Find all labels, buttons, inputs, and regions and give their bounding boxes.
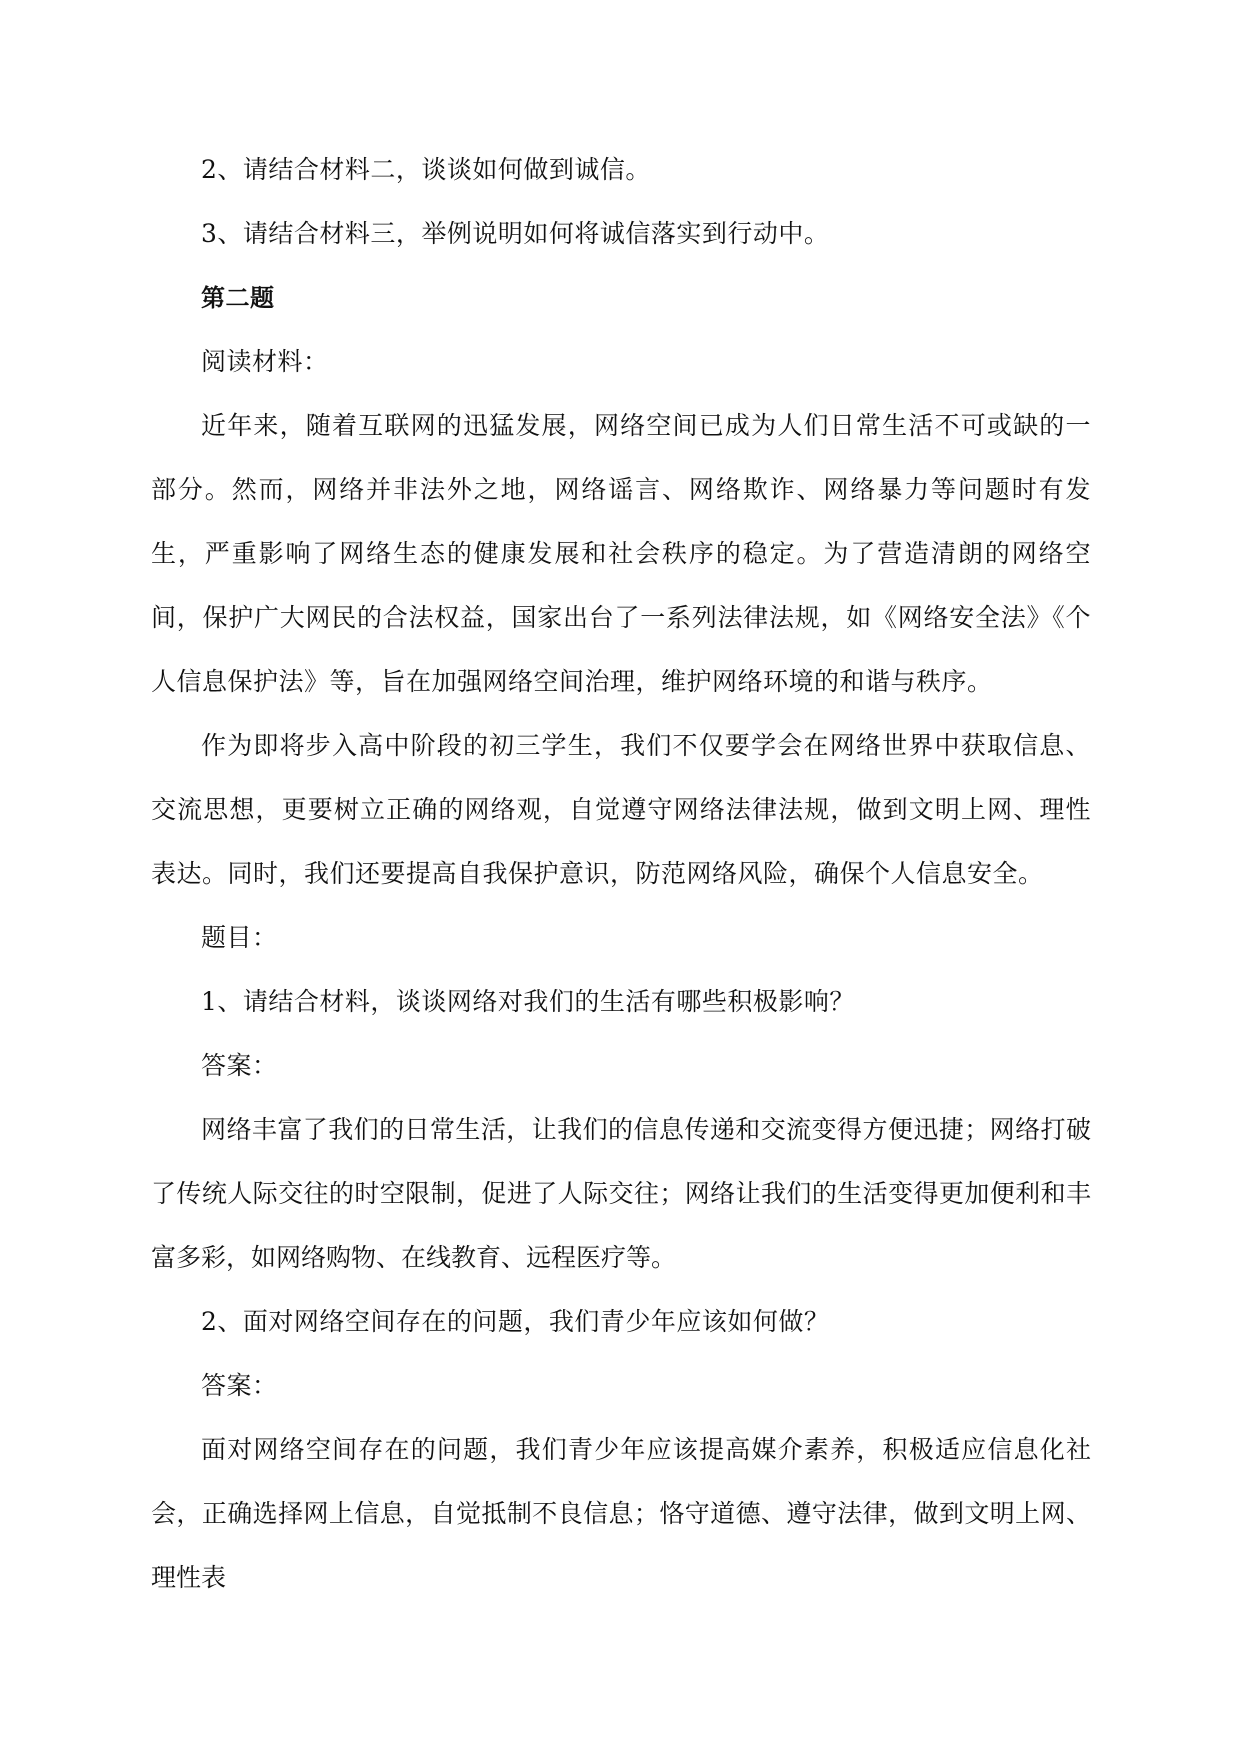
section-heading: 第二题	[201, 284, 275, 312]
question-1: 1、请结合材料，谈谈网络对我们的生活有哪些积极影响？	[201, 987, 855, 1016]
material-paragraph-2: 作为即将步入高中阶段的初三学生，我们不仅要学会在网络世界中获取信息、交流思想，更要树立正确的网络观，自觉遵守网络法律法规，做到文明上网、理性表达。同时，我们还要提高自我保护意识，防范网络风险，确保个人信息安全。	[151, 731, 1091, 888]
document-body	[151, 138, 1091, 1610]
answer-1: 网络丰富了我们的日常生活，让我们的信息传递和交流变得方便迅捷；网络打破了传统人际交往的时空限制，促进了人际交往；网络让我们的生活变得更加便利和丰富多彩，如网络购物、在线教育、远程医疗等。	[151, 1115, 1091, 1272]
answer-label-1: 答案：	[201, 1051, 278, 1080]
question-3-material-3: 3、请结合材料三，举例说明如何将诚信落实到行动中。	[201, 219, 830, 248]
material-paragraph-1: 近年来，随着互联网的迅猛发展，网络空间已成为人们日常生活不可或缺的一部分。然而，网络并非法外之地，网络谣言、网络欺诈、网络暴力等问题时有发生，严重影响了网络生态的健康发展和社会秩序的稳定。为了营造清朗的网络空间，保护广大网民的合法权益，国家出台了一系列法律法规，如《网络安全法》《个人信息保护法》等，旨在加强网络空间治理，维护网络环境的和谐与秩序。	[151, 411, 1091, 696]
question-section-label: 题目：	[201, 923, 278, 952]
reading-material-label: 阅读材料：	[201, 347, 329, 376]
answer-label-2: 答案：	[201, 1371, 278, 1400]
question-2-material-2: 2、请结合材料二，谈谈如何做到诚信。	[201, 155, 651, 184]
answer-2: 面对网络空间存在的问题，我们青少年应该提高媒介素养，积极适应信息化社会，正确选择网上信息，自觉抵制不良信息；恪守道德、遵守法律，做到文明上网、理性表	[151, 1435, 1091, 1592]
question-2: 2、面对网络空间存在的问题，我们青少年应该如何做？	[201, 1307, 830, 1336]
